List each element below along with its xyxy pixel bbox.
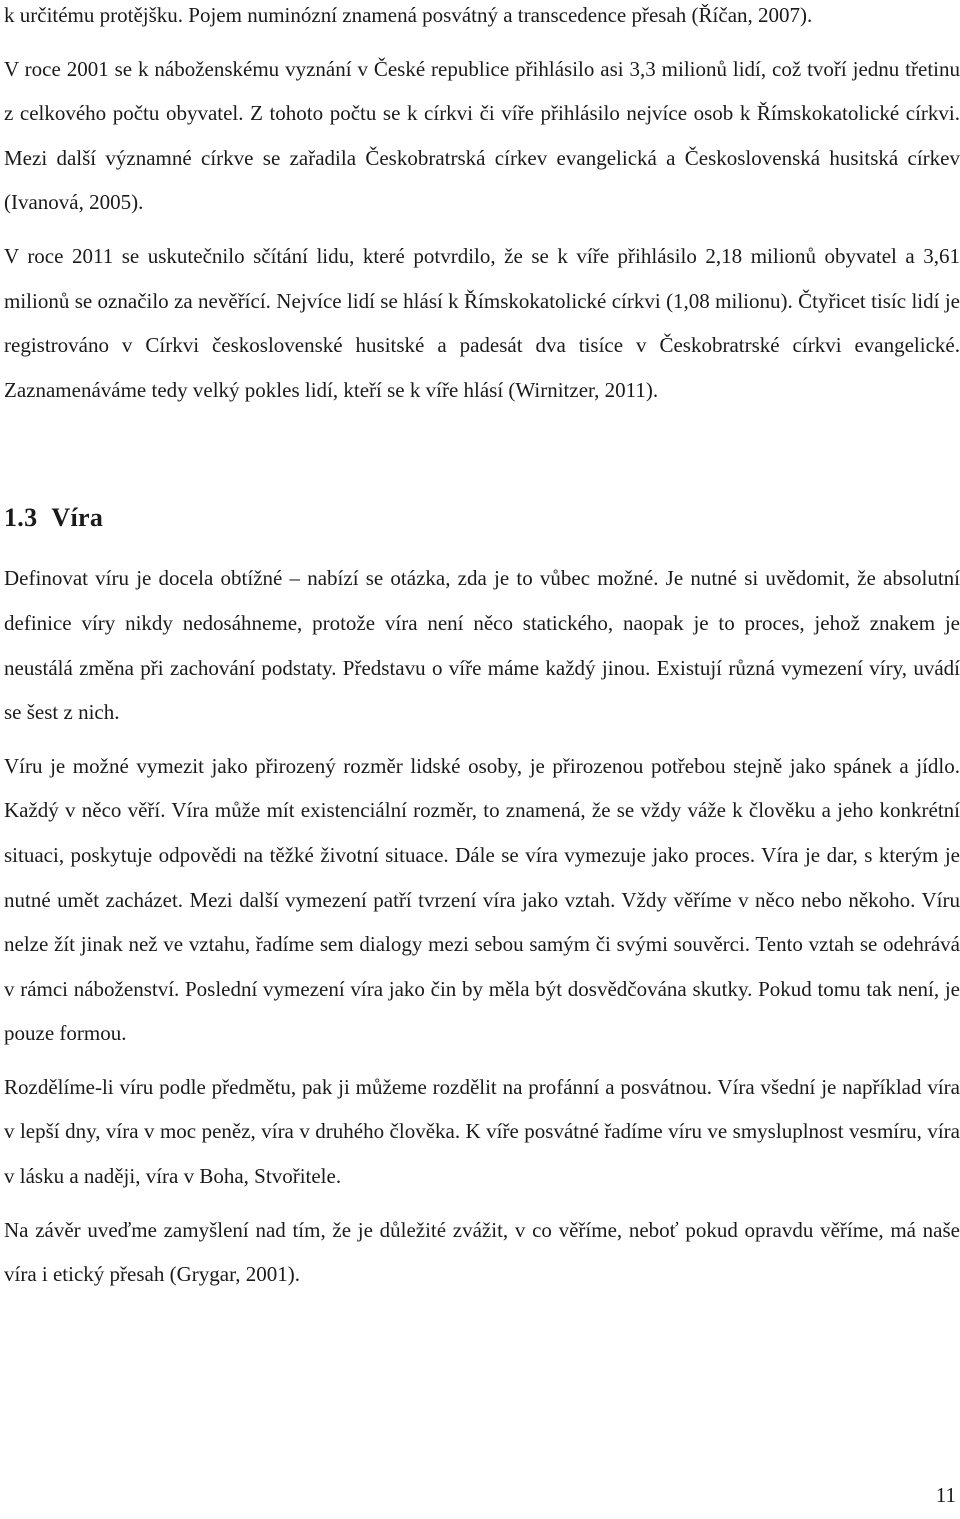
paragraph-census-2001: V roce 2001 se k náboženskému vyznání v České republice přihlásilo asi 3,3 milionů lidí, což tvoří jednu třetinu z celkového počtu obyvatel. Z tohoto počtu se k církvi či víře přihlásilo nejvíce osob k Římskokatolické církvi. Mezi další významné církve se zařadila Českobratrská církev evangelická a Československá husitská církev (Ivanová, 2005). xyxy=(4,56,960,215)
document-page xyxy=(4,0,960,1297)
paragraph-census-2011: V roce 2011 se uskutečnilo sčítání lidu, které potvrdilo, že se k víře přihlásilo 2,18 milionů obyvatel a 3,61 milionů se označilo za nevěřící. Nejvíce lidí se hlásí k Římskokatolické církvi (1,08 milionu). Čtyřicet tisíc lidí je registrováno v Církvi československé husitské a padesát dva tisíce v Českobratrské církvi evangelické. Zaznamenáváme tedy velký pokles lidí, kteří se k víře hlásí (Wirnitzer, 2011). xyxy=(4,243,960,402)
paragraph-definition: Definovat víru je docela obtížné – nabízí se otázka, zda je to vůbec možné. Je nutné si uvědomit, že absolutní definice víry nikdy nedosáhneme, protože víra není něco statického, naopak je to proces, jehož znakem je neustálá změna při zachování podstaty. Představu o víře máme každý jinou. Existují různá vymezení víry, uvádí se šest z nich. xyxy=(4,566,960,725)
section-number: 1.3 xyxy=(4,503,38,533)
page-number: 11 xyxy=(935,1483,956,1507)
paragraph-continuation: k určitému protějšku. Pojem numinózní znamená posvátný a transcedence přesah (Říčan, 2007). xyxy=(4,3,813,27)
section-heading xyxy=(4,503,960,533)
paragraph-conclusion: Na závěr uveďme zamyšlení nad tím, že je důležité zvážit, v co věříme, neboť pokud opravdu věříme, má naše víra i etický přesah (Grygar, 2001). xyxy=(4,1217,960,1287)
paragraph-dimensions: Víru je možné vymezit jako přirozený rozměr lidské osoby, je přirozenou potřebou stejně jako spánek a jídlo. Každý v něco věří. Víra může mít existenciální rozměr, to znamená, že se vždy váže k člověku a jeho konkrétní situaci, poskytuje odpovědi na těžké životní situace. Dále se víra vymezuje jako proces. Víra je dar, s kterým je nutné umět zacházet. Mezi další vymezení patří tvrzení víra jako vztah. Vždy věříme v něco nebo někoho. Víru nelze žít jinak než ve vztahu, řadíme sem dialogy mezi sebou samým či svými souvěrci. Tento vztah se odehrává v rámci náboženství. Poslední vymezení víra jako čin by měla být dosvědčována skutky. Pokud tomu tak není, je pouze formou. xyxy=(4,753,960,1046)
paragraph-subject: Rozdělíme-li víru podle předmětu, pak ji můžeme rozdělit na profánní a posvátnou. Víra všední je například víra v lepší dny, víra v moc peněz, víra v druhého člověka. K víře posvátné řadíme víru ve smysluplnost vesmíru, víra v lásku a naději, víra v Boha, Stvořitele. xyxy=(4,1074,960,1189)
section-title: Víra xyxy=(51,503,104,533)
